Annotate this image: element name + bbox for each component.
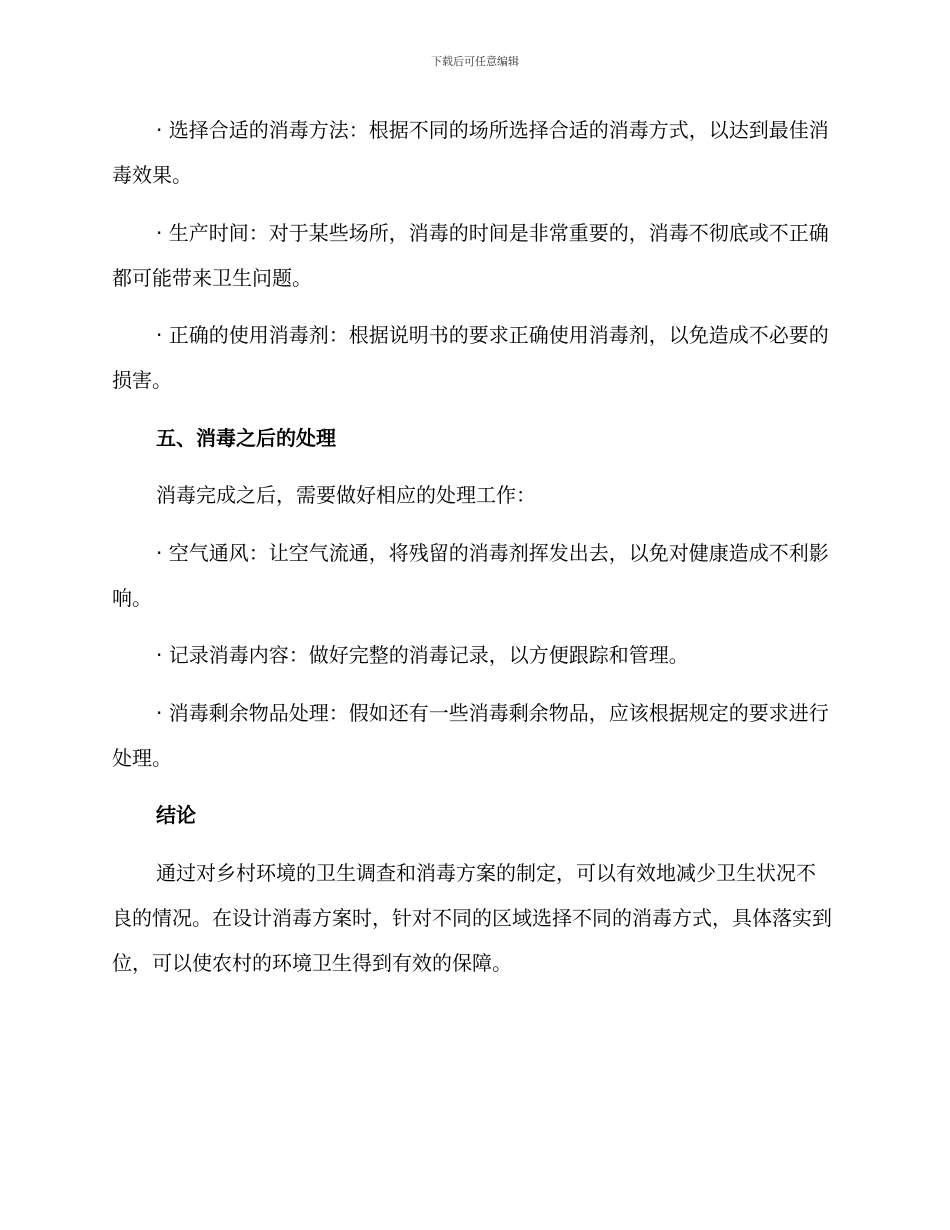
- bullet-leftover-items: · 消毒剩余物品处理：假如还有一些消毒剩余物品，应该根据规定的要求进行处理。: [112, 700, 829, 770]
- section-heading-after-disinfection: 五、消毒之后的处理: [156, 425, 336, 450]
- intro-paragraph: 消毒完成之后，需要做好相应的处理工作：: [156, 483, 536, 507]
- bullet-production-time: · 生产时间：对于某些场所，消毒的时间是非常重要的，消毒不彻底或不正确都可能带来卫生问题。: [112, 220, 829, 290]
- conclusion-paragraph: 通过对乡村环境的卫生调查和消毒方案的制定，可以有效地减少卫生状况不良的情况。在设计消毒方案时，针对不同的区域选择不同的消毒方式，具体落实到位，可以使农村的环境卫生得到有效的保障。: [112, 860, 832, 975]
- document-body: [112, 108, 834, 998]
- bullet-record-keeping: · 记录消毒内容：做好完整的消毒记录，以方便跟踪和管理。: [156, 643, 689, 667]
- section-heading-conclusion: 结论: [156, 803, 196, 827]
- bullet-disinfection-method: · 选择合适的消毒方法：根据不同的场所选择合适的消毒方式，以达到最佳消毒效果。: [112, 118, 829, 187]
- page-header: 下载后可任意编辑: [431, 55, 519, 68]
- bullet-correct-disinfectant-use: · 正确的使用消毒剂：根据说明书的要求正确使用消毒剂，以免造成不必要的损害。: [112, 323, 829, 392]
- bullet-ventilation: · 空气通风：让空气流通，将残留的消毒剂挥发出去，以免对健康造成不利影响。: [112, 540, 829, 610]
